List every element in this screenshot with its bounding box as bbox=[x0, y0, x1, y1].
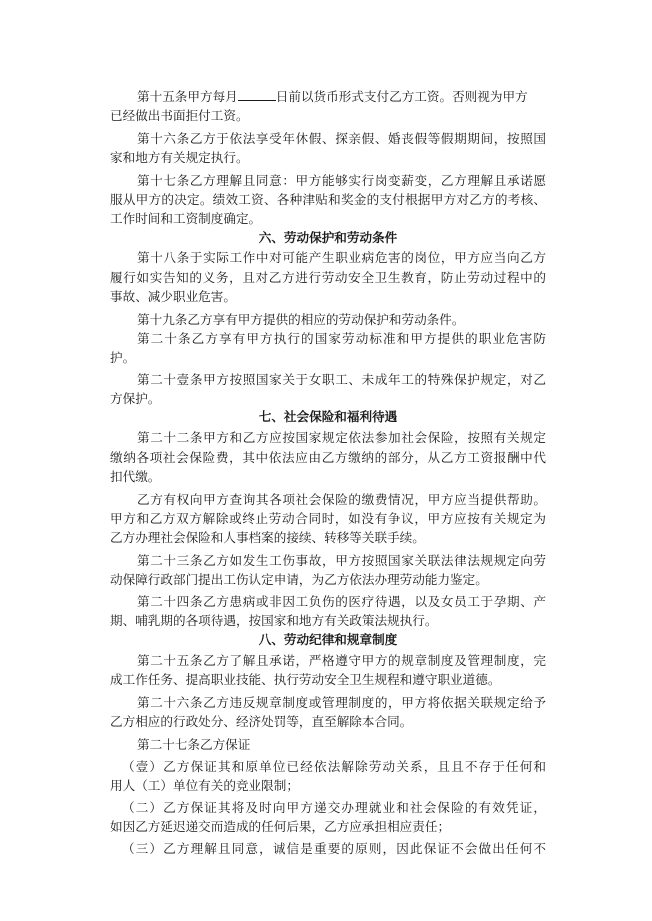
section-heading-6: 六、劳动保护和劳动条件 bbox=[258, 230, 398, 245]
paragraph-insurance-line-2: 甲方和乙方双方解除或终止劳动合同时，如没有争议，甲方应按有关规定为 bbox=[110, 511, 546, 526]
clause-17-line-2: 服从甲方的决定。绩效工资、各种津贴和奖金的支付根据甲方对乙方的考核、 bbox=[110, 192, 546, 207]
clause-26-line-2: 乙方相应的行政处分、经济处罚等，直至解除本合同。 bbox=[110, 714, 413, 729]
clause-18-line-1: 第十八条于实际工作中对可能产生职业病危害的岗位，甲方应当向乙方 bbox=[137, 250, 546, 265]
clause-19-line-1: 第十九条乙方享有甲方提供的相应的劳动保护和劳动条件。 bbox=[137, 312, 465, 327]
clause-22-line-2: 缴纳各项社会保险费，其中依法应由乙方缴纳的部分，从乙方工资报酬中代 bbox=[110, 450, 546, 465]
clause-18-line-3: 事故、减少职业危害。 bbox=[110, 289, 236, 304]
clause-27-line-1: 第二十七条乙方保证 bbox=[137, 737, 251, 752]
paragraph-insurance-line-3: 乙方办理社会保险和人事档案的接续、转移等关联手续。 bbox=[110, 530, 425, 545]
clause-26-line-1: 第二十六条乙方违反规章制度或管理制度的，甲方将依据关联规定给予 bbox=[137, 695, 546, 710]
clause-25-line-1: 第二十五条乙方了解且承诺，严格遵守甲方的规章制度及管理制度，完 bbox=[137, 653, 546, 668]
clause-22-line-3: 扣代缴。 bbox=[110, 469, 161, 484]
item-1-line-1: （壹）乙方保证其和原单位已经依法解除劳动关系，且且不存于任何和 bbox=[122, 759, 546, 774]
clause-15-text-b: 日前以货币形式支付乙方工资。否则视为甲方 bbox=[275, 89, 528, 104]
clause-16-line-2: 家和地方有关规定执行。 bbox=[110, 150, 249, 165]
blank-underline bbox=[238, 88, 276, 101]
section-heading-8: 八、劳动纪律和规章制度 bbox=[258, 632, 398, 647]
clause-16-line-1: 第十六条乙方于依法享受年休假、探亲假、婚丧假等假期期间，按照国 bbox=[137, 131, 546, 146]
item-2-line-2: 如因乙方延迟递交而造成的任何后果，乙方应承担相应责任； bbox=[110, 819, 451, 834]
clause-15-text-a: 第十五条甲方每月 bbox=[137, 89, 238, 104]
clause-21-line-1: 第二十壹条甲方按照国家关于女职工、未成年工的特殊保护规定，对乙 bbox=[137, 372, 546, 387]
clause-15-line-1 bbox=[137, 88, 546, 106]
clause-15-line-2: 已经做出书面拒付工资。 bbox=[110, 108, 249, 123]
item-2-line-1: （二）乙方保证其将及时向甲方递交办理就业和社会保险的有效凭证， bbox=[122, 800, 546, 815]
clause-22-line-1: 第二十二条甲方和乙方应按国家规定依法参加社会保险，按照有关规定 bbox=[137, 430, 546, 445]
clause-20-line-2: 护。 bbox=[110, 350, 136, 365]
section-heading-7: 七、社会保险和福利待遇 bbox=[258, 409, 398, 424]
clause-23-line-2: 动保障行政部门提出工伤认定申请，为乙方依法办理劳动能力鉴定。 bbox=[110, 572, 488, 587]
item-1-line-2: 用人（工）单位有关的竞业限制； bbox=[110, 778, 299, 793]
item-3-line-1: （三）乙方理解且同意，诚信是重要的原则，因此保证不会做出任何不 bbox=[122, 841, 546, 856]
clause-17-line-1: 第十七条乙方理解且同意：甲方能够实行岗变薪变，乙方理解且承诺愿 bbox=[137, 173, 546, 188]
clause-20-line-1: 第二十条乙方享有甲方执行的国家劳动标准和甲方提供的职业危害防 bbox=[137, 331, 546, 346]
clause-23-line-1: 第二十三条乙方如发生工伤事故，甲方按照国家关联法律法规规定向劳 bbox=[137, 553, 546, 568]
clause-24-line-2: 期、哺乳期的各项待遇，按国家和地方有关政策法规执行。 bbox=[110, 613, 438, 628]
clause-21-line-2: 方保护。 bbox=[110, 391, 161, 406]
paragraph-insurance-line-1: 乙方有权向甲方查询其各项社会保险的缴费情况，甲方应当提供帮助。 bbox=[137, 492, 546, 507]
clause-18-line-2: 履行如实告知的义务，且对乙方进行劳动安全卫生教育，防止劳动过程中的 bbox=[110, 270, 546, 285]
clause-17-line-3: 工作时间和工资制度确定。 bbox=[110, 211, 262, 226]
clause-25-line-2: 成工作任务、提高职业技能、执行劳动安全卫生规程和遵守职业道德。 bbox=[110, 672, 501, 687]
clause-24-line-1: 第二十四条乙方患病或非因工负伤的医疗待遇，以及女员工于孕期、产 bbox=[137, 594, 546, 609]
